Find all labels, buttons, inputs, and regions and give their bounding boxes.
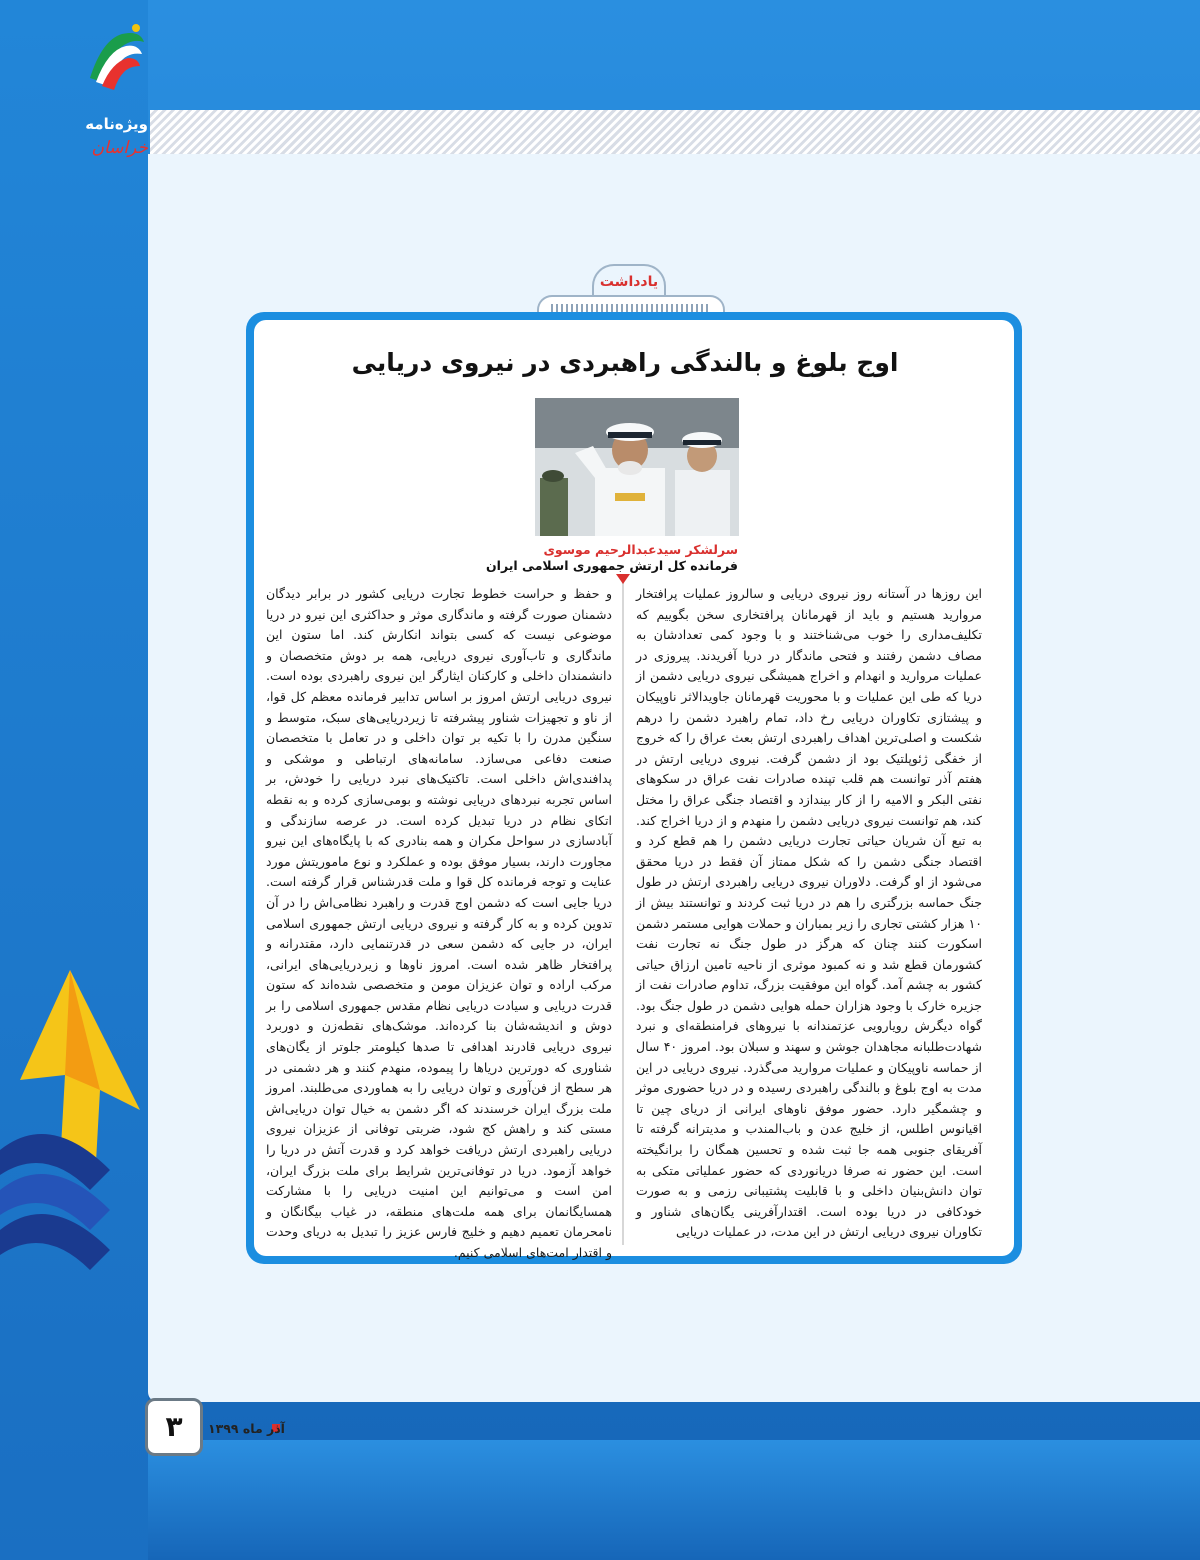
- province-label: خراسان: [91, 138, 148, 158]
- left-margin-band: [0, 0, 148, 1560]
- commander-photo: [535, 398, 739, 536]
- section-tab-label: یادداشت: [599, 274, 659, 290]
- caption-name: سرلشکر سیدعبدالرحیم موسوی: [543, 542, 738, 557]
- article-column-right: [636, 584, 982, 1244]
- special-issue-label: ویژه‌نامه: [85, 115, 148, 133]
- article-paragraph: این روزها در آستانه روز نیروی دریایی و سالروز عملیات پرافتخار مروارید هستیم و باید از قهرمانان پرافتخاری سخن بگوییم که تکلیف‌مداری را خوب می‌شناختند و با وجود کمی تعدادشان به مصاف دشمن رفتند و فتحی ماندگار در دریا آفریدند. پیروزی در عملیات مروارید و انهدام و اخراج همیشگی نیروی دریایی دشمن از دریا که طی این عملیات و با محوریت قهرمانان جاویدالاثر ناوپیکان و پیشتازی تکاوران دریایی رخ داد، تمام راهبرد دشمن را درهم شکست و اصلی‌ترین اهداف راهبردی ارتش بعث عراق را که خروج از خفگی ژئوپلتیک بود از دشمن گرفت. نیروی دریایی ارتش در هفتم آذر توانست هم قلب تپنده صادرات نفت عراق در سکوهای نفتی البکر و الامیه را از کار بیندازد و اقتصاد جنگی عراق را مختل کند، هم توانست نیروی دریایی دشمن را منهدم و از دریا اخراج کند. به تبع آن شریان حیاتی تجارت دریایی دشمن را هم قطع کرد و اقتصاد جنگی دشمن را که شکل ممتاز آن فقط در دریا محقق می‌شود از او گرفت. دلاوران نیروی دریایی راهبردی ارتش در طول جنگ حماسه بزرگتری را هم در دریا ثبت کردند و توانستند بیش از ۱۰ هزار کشتی تجاری را زیر بمباران و حملات هوایی مستمر دشمن اسکورت کنند چنان که هرگز در طول جنگ نه تجارت نفت کشورمان قطع شد و نه کمبود موثری از ناحیه تامین ارزاق حیاتی کشور به چشم آمد. گواه این موفقیت بزرگ، تداوم صادرات نفت از جزیره خارک با وجود هزاران حمله هوایی دشمن در طول جنگ بود. گواه دیگرش رویارویی عزتمندانه با نیروهای فرامنطقه‌ای و نبرد شهادت‌طلبانه مجاهدان جوشن و سهند و سبلان بود. امروز ۴۰ سال از حماسه ناوپیکان و عملیات مروارید می‌گذرد. نیروی دریایی در این مدت به اوج بلوغ و بالندگی راهبردی رسیده و در دریا حضوری موثر و چشمگیر دارد. حضور موفق ناوهای ایرانی از دریای چین تا اقیانوس اطلس، از خلیج عدن و باب‌المندب و مدیترانه گرفته تا آفریقای جنوبی همه جا ثبت شده و تحسین همگان را برانگیخته است. این حضور نه صرفا دریانوردی که حضور عملیاتی متکی به توان دانش‌بنیان داخلی و با قابلیت پشتیبانی رزمی و به صورت خودکافی در دریا بوده است. اقتدارآفرینی یگان‌های شناور و تکاوران نیروی دریایی ارتش در این مدت، در عملیات دریایی: [636, 586, 982, 1240]
- page-number-box: [145, 1398, 203, 1456]
- header-hatch-band: [150, 110, 1200, 154]
- arrow-decoration-icon: [0, 960, 150, 1320]
- column-divider: [622, 580, 624, 1245]
- page-number: ۳: [165, 1410, 183, 1443]
- article-paragraph: و حفظ و حراست خطوط تجارت دریایی کشور در برابر دیدگان دشمنان صورت گرفته و ماندگاری موثر و حداکثری این نیرو در دریا موضوعی نیست که کسی بتواند انکارش کند. اما ستون این ماندگاری و تاب‌آوری نیروی دریایی، همه بر دوش متخصصان و دانشمندان داخلی و کارکنان ایثارگر این نیروی راهبردی بوده است. نیروی دریایی ارتش امروز بر اساس تدابیر فرمانده معظم کل قوا، از ناو و تجهیزات شناور پیشرفته تا زیردریایی‌های سبک، متوسط و سنگین مدرن را با تکیه بر توان داخلی و در تعامل با متخصصان صنعت دفاعی می‌سازد. سامانه‌های ارتباطی و موشکی و پدافندی‌اش داخلی است. تاکتیک‌های نبرد دریایی را خودش، بر اساس تجربه نبردهای دریایی نوشته و بومی‌سازی کرده و به نقطه اتکای نظام در دریا تبدیل کرده است. در عرصه سازندگی و آبادسازی در سواحل مکران و همه بنادری که با پایگاه‌های این نیرو مجاورت دارند، بسیار موفق بوده و عملکرد و نوع ماموریتش مورد عنایت و توجه فرمانده کل قوا و ملت قدرشناس قرار گرفته است. دریا جایی است که دشمن اوج قدرت و راهبرد نظامی‌اش را در آن تدوین کرده و به کار گرفته و نیروی دریایی ارتش جمهوری اسلامی ایران، در جایی که دشمن سعی در قدرتنمایی دارد، مقتدرانه و پرافتخار ظاهر شده است. امروز ناوها و زیردریایی‌های ایرانی، مرکب اراده و توان عزیزان مومن و متخصصی شده‌اند که ستون قدرت دریایی و سیادت دریایی نظام مقدس جمهوری اسلامی را بر دوش و اندیشه‌شان بنا کرده‌اند. موشک‌های نقطه‌زن و دوربرد نیروی دریایی قادرند اهدافی تا صدها کیلومتر جلوتر از یگان‌های شناوری که دورترین دریاها را پیموده، منهدم کنند و هر دشمنی در هر سطح از فن‌آوری و توان دریایی را به هماوردی می‌طلبند. امروز ملت بزرگ ایران خرسندند که اگر دشمن به خیال توان دریایی‌اش مستی کند و راهش کج شود، ضربتی توفانی از عزیزان نیروی دریایی راهبردی ارتش دریافت خواهد کرد و قدرت آتش در دریا را خواهد آزمود. دریا در توفانی‌ترین شرایط برای ملت بزرگ ایران، امن است و می‌توانیم این امنیت دریایی را با مشارکت همسایگانمان برای همه ملت‌های منطقه، در غیاب بیگانگان و نامحرمان تعمیم دهیم و خلیج فارس عزیز را تبدیل به دریای وحدت و اقتدار امت‌های اسلامی کنیم.: [266, 586, 612, 1260]
- bottom-strip: [0, 1440, 1200, 1560]
- navy-logo-icon: [82, 20, 150, 92]
- issue-date: آذر ماه ۱۳۹۹: [208, 1421, 285, 1436]
- salute-photo-icon: [535, 398, 739, 536]
- caption-title: فرمانده کل ارتش جمهوری اسلامی ایران: [485, 558, 738, 573]
- divider-marker-icon: [616, 574, 630, 584]
- article-column-left: [266, 584, 612, 1260]
- brand-logo: [30, 10, 148, 160]
- article-title: اوج بلوغ و بالندگی راهبردی در نیروی دریایی: [351, 348, 899, 377]
